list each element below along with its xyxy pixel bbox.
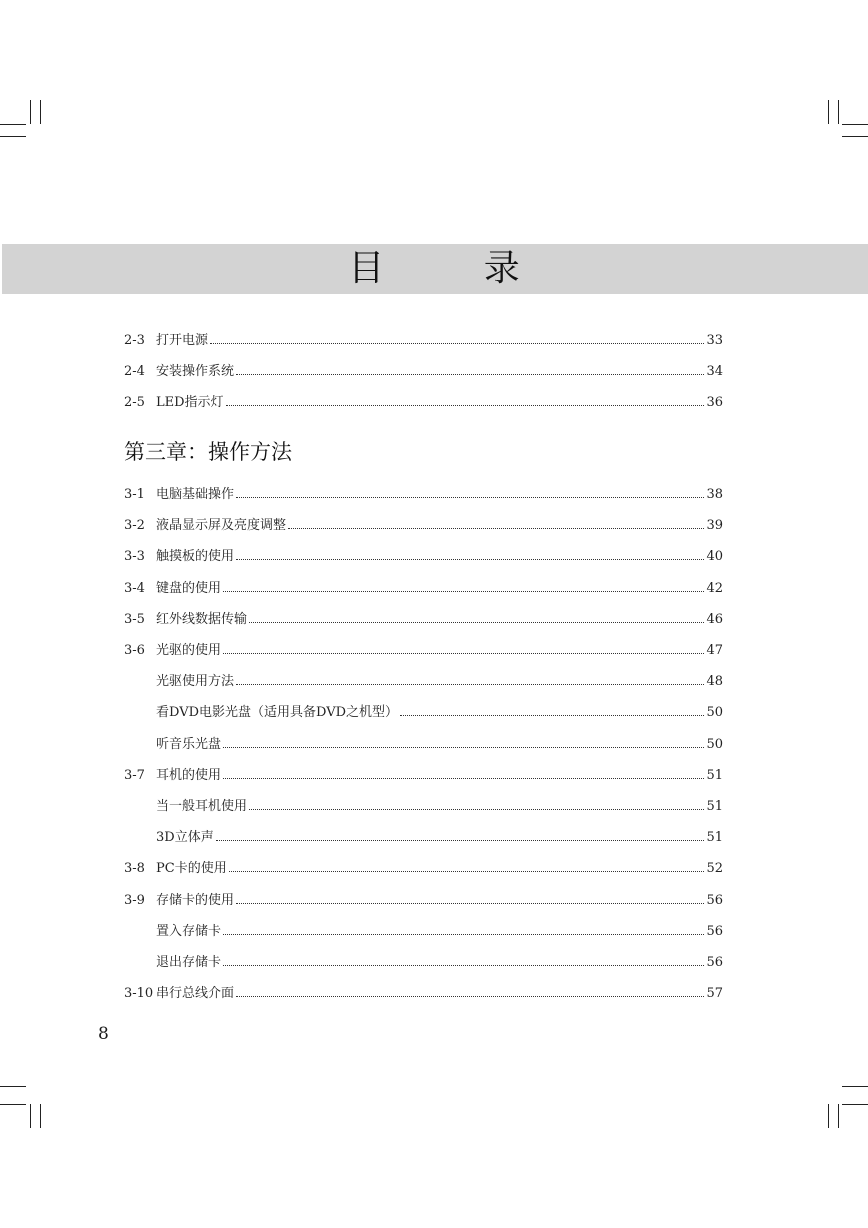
toc-entry[interactable] (124, 359, 723, 379)
entry-number: 3-2 (124, 518, 145, 533)
crop-mark-tr-v1 (828, 100, 829, 124)
entry-number: 3-5 (124, 612, 145, 627)
entry-label: 光驱使用方法 (156, 674, 235, 689)
entry-label: 耳机的使用 (156, 768, 222, 783)
entry-page: 51 (706, 830, 723, 845)
crop-mark-br-v1 (828, 1104, 829, 1128)
entry-number: 2-3 (124, 333, 145, 348)
crop-mark-tr-h (842, 124, 868, 125)
entry-number: 3-6 (124, 643, 145, 658)
entry-page: 56 (706, 955, 723, 970)
entry-page: 36 (706, 395, 723, 410)
dot-leader (236, 683, 704, 685)
dot-leader (226, 404, 705, 406)
entry-number: 3-8 (124, 861, 145, 876)
toc-entry[interactable] (124, 576, 723, 596)
toc-entry[interactable] (124, 513, 723, 533)
entry-label: 听音乐光盘 (156, 737, 222, 752)
entry-label: 当一般耳机使用 (156, 799, 248, 814)
toc-entry[interactable] (124, 390, 723, 410)
page-title: 目 录 (348, 248, 564, 289)
dot-leader (223, 933, 704, 935)
entry-page: 48 (706, 674, 723, 689)
entry-label: 置入存储卡 (156, 924, 222, 939)
dot-leader (288, 527, 704, 529)
entry-number: 2-5 (124, 395, 145, 410)
entry-label: 存储卡的使用 (156, 893, 235, 908)
entry-label: 电脑基础操作 (156, 487, 235, 502)
crop-mark-tl-h (0, 124, 26, 125)
entry-page: 51 (706, 799, 723, 814)
entry-label: 串行总线介面 (156, 986, 235, 1001)
crop-mark-tl-v1 (30, 100, 31, 124)
toc-entry[interactable] (124, 544, 723, 564)
entry-page: 56 (706, 893, 723, 908)
crop-mark-bl-h (0, 1086, 26, 1087)
crop-mark-tr-v2 (838, 100, 839, 124)
crop-mark-br-v2 (838, 1104, 839, 1128)
entry-page: 47 (706, 643, 723, 658)
entry-label: 看DVD电影光盘（适用具备DVD之机型） (156, 705, 399, 720)
dot-leader (236, 558, 704, 560)
toc-subentry[interactable] (124, 700, 723, 720)
entry-number: 3-3 (124, 549, 145, 564)
entry-number: 3-1 (124, 487, 145, 502)
entry-page: 40 (706, 549, 723, 564)
entry-label: 退出存储卡 (156, 955, 222, 970)
entry-number: 3-9 (124, 893, 145, 908)
entry-label: 触摸板的使用 (156, 549, 235, 564)
entry-label: 键盘的使用 (156, 581, 222, 596)
toc-entry[interactable] (124, 482, 723, 502)
dot-leader (216, 839, 705, 841)
crop-mark-tr-h2 (842, 136, 868, 137)
entry-label: 液晶显示屏及亮度调整 (156, 518, 287, 533)
dot-leader (236, 373, 704, 375)
toc-entry[interactable] (124, 763, 723, 783)
entry-page: 56 (706, 924, 723, 939)
toc-subentry[interactable] (124, 794, 723, 814)
toc-subentry[interactable] (124, 825, 723, 845)
entry-page: 50 (706, 705, 723, 720)
crop-mark-tl-h2 (0, 136, 26, 137)
toc-entry[interactable] (124, 981, 723, 1001)
entry-page: 39 (706, 518, 723, 533)
entry-page: 57 (706, 986, 723, 1001)
entry-number: 3-7 (124, 768, 145, 783)
dot-leader (210, 342, 704, 344)
crop-mark-br-h2 (842, 1104, 868, 1105)
toc-subentry[interactable] (124, 950, 723, 970)
entry-label: 红外线数据传输 (156, 612, 248, 627)
entry-page: 38 (706, 487, 723, 502)
dot-leader (223, 746, 704, 748)
entry-page: 52 (706, 861, 723, 876)
toc-subentry[interactable] (124, 732, 723, 752)
toc-entry[interactable] (124, 638, 723, 658)
toc-entry[interactable] (124, 328, 723, 348)
entry-page: 33 (706, 333, 723, 348)
crop-mark-br-h (842, 1086, 868, 1087)
entry-label: PC卡的使用 (156, 861, 227, 876)
crop-mark-bl-v1 (30, 1104, 31, 1128)
entry-label: LED指示灯 (156, 395, 224, 410)
dot-leader (236, 995, 704, 997)
toc-subentry[interactable] (124, 919, 723, 939)
entry-page: 46 (706, 612, 723, 627)
dot-leader (400, 714, 704, 716)
entry-number: 3-10 (124, 986, 154, 1001)
dot-leader (236, 496, 704, 498)
dot-leader (223, 652, 704, 654)
entry-page: 50 (706, 737, 723, 752)
entry-label: 安装操作系统 (156, 364, 235, 379)
entry-label: 光驱的使用 (156, 643, 222, 658)
crop-mark-bl-h2 (0, 1104, 26, 1105)
crop-mark-tl-v2 (40, 100, 41, 124)
entry-page: 51 (706, 768, 723, 783)
crop-mark-bl-v2 (40, 1104, 41, 1128)
toc-entry[interactable] (124, 888, 723, 908)
dot-leader (249, 621, 704, 623)
chapter-heading: 第三章：操作方法 (124, 440, 292, 464)
entry-label: 打开电源 (156, 333, 209, 348)
toc-entry[interactable] (124, 856, 723, 876)
dot-leader (223, 590, 704, 592)
toc-entry[interactable] (124, 607, 723, 627)
toc-subentry[interactable] (124, 669, 723, 689)
dot-leader (229, 870, 705, 872)
entry-page: 42 (706, 581, 723, 596)
entry-page: 34 (706, 364, 723, 379)
dot-leader (223, 964, 704, 966)
dot-leader (223, 777, 704, 779)
entry-number: 3-4 (124, 581, 145, 596)
entry-label: 3D立体声 (156, 830, 214, 845)
page-number: 8 (98, 1024, 109, 1044)
dot-leader (249, 808, 704, 810)
entry-number: 2-4 (124, 364, 145, 379)
dot-leader (236, 902, 704, 904)
